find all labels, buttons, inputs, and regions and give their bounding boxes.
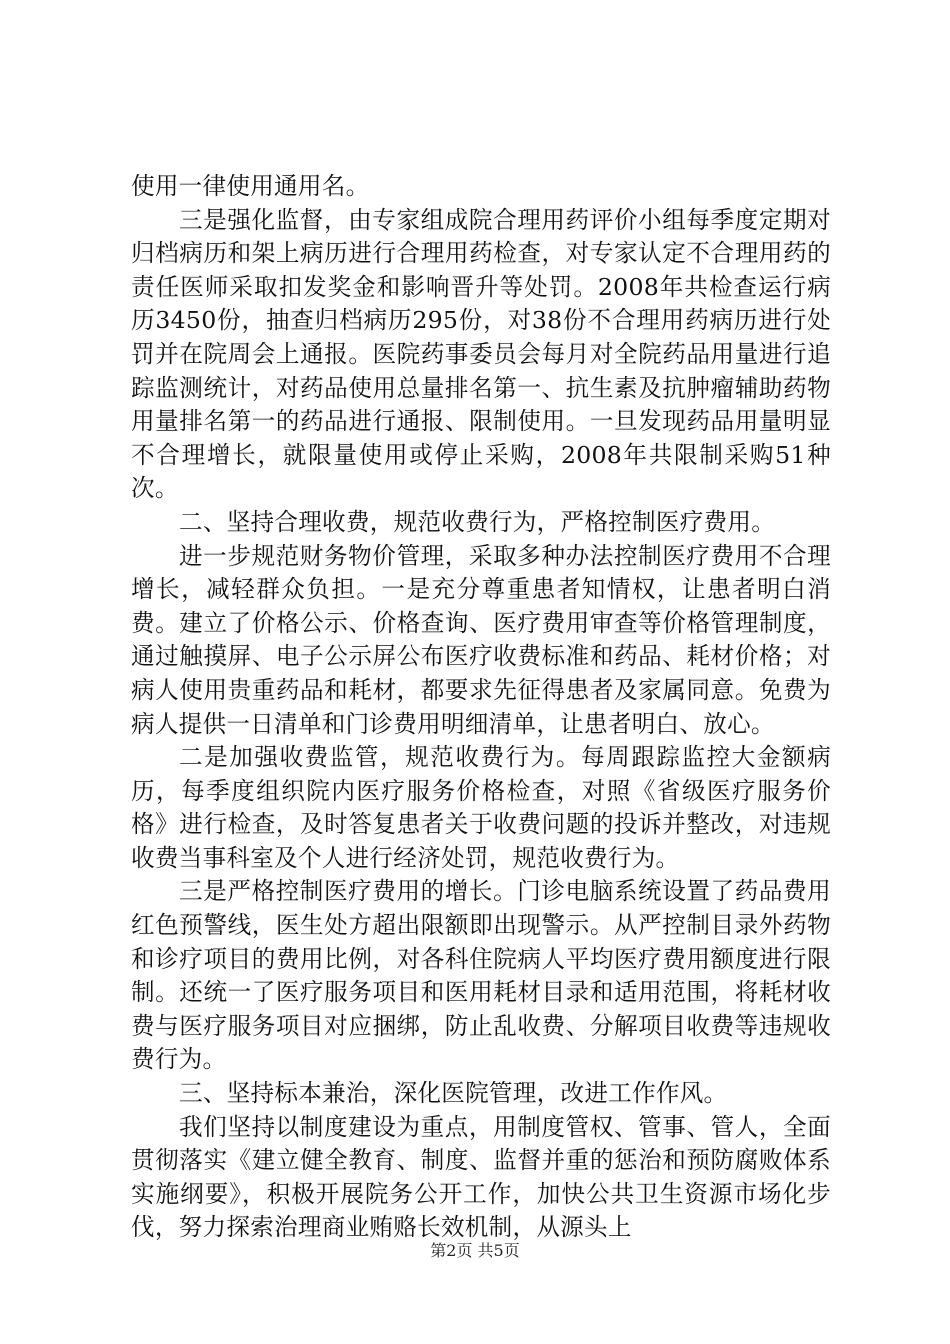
page-number-footer: 第2页 共5页 <box>430 1241 520 1260</box>
paragraph-6: 我们坚持以制度建设为重点，用制度管权、管事、管人，全面贯彻落实《建立健全教育、制度、监督并重的惩治和预防腐败体系实施纲要》，积极开展院务公开工作，加快公共卫生资源市场化步伐，努力探索治理商业贿赂长效机制，从源头上 <box>131 1112 831 1242</box>
paragraph-1: 使用一律使用通用名。 <box>131 172 370 200</box>
paragraph-4: 二是加强收费监管，规范收费行为。每周跟踪监控大金额病历，每季度组织院内医疗服务价格检查，对照《省级医疗服务价格》进行检查，及时答复患者关于收费问题的投诉并整改，对违规收费当事科室及个人进行经济处罚，规范收费行为。 <box>131 743 831 872</box>
document-body <box>131 170 831 1245</box>
paragraph-2: 三是强化监督，由专家组成院合理用药评价小组每季度定期对归档病历和架上病历进行合理用药检查，对专家认定不合理用药的责任医师采取扣发奖金和影响晋升等处罚。2008年共检查运行病历3450份，抽查归档病历295份，对38份不合理用药病历进行处罚并在院周会上通报。医院药事委员会每月对全院药品用量进行追踪监测统计，对药品使用总量排名第一、抗生素及抗肿瘤辅助药物用量排名第一的药品进行通报、限制使用。一旦发现药品用量明显不合理增长，就限量使用或停止采购，2008年共限制采购51种次。 <box>131 205 831 503</box>
section-heading-2: 二、坚持合理收费，规范收费行为，严格控制医疗费用。 <box>179 507 776 536</box>
paragraph-5: 三是严格控制医疗费用的增长。门诊电脑系统设置了药品费用红色预警线，医生处方超出限额即出现警示。从严控制目录外药物和诊疗项目的费用比例，对各科住院病人平均医疗费用额度进行限制。还统一了医疗服务项目和医用耗材目录和适用范围，将耗材收费与医疗服务项目对应捆绑，防止乱收费、分解项目收费等违规收费行为。 <box>131 877 831 1074</box>
paragraph-3: 进一步规范财务物价管理，采取多种办法控制医疗费用不合理增长，减轻群众负担。一是充分尊重患者知情权，让患者明白消费。建立了价格公示、价格查询、医疗费用审查等价格管理制度，通过触摸屏、电子公示屏公布医疗收费标准和药品、耗材价格；对病人使用贵重药品和耗材，都要求先征得患者及家属同意。免费为病人提供一日清单和门诊费用明细清单，让患者明白、放心。 <box>131 541 831 738</box>
section-heading-3: 三、坚持标本兼治，深化医院管理，改进工作作风。 <box>179 1079 728 1108</box>
